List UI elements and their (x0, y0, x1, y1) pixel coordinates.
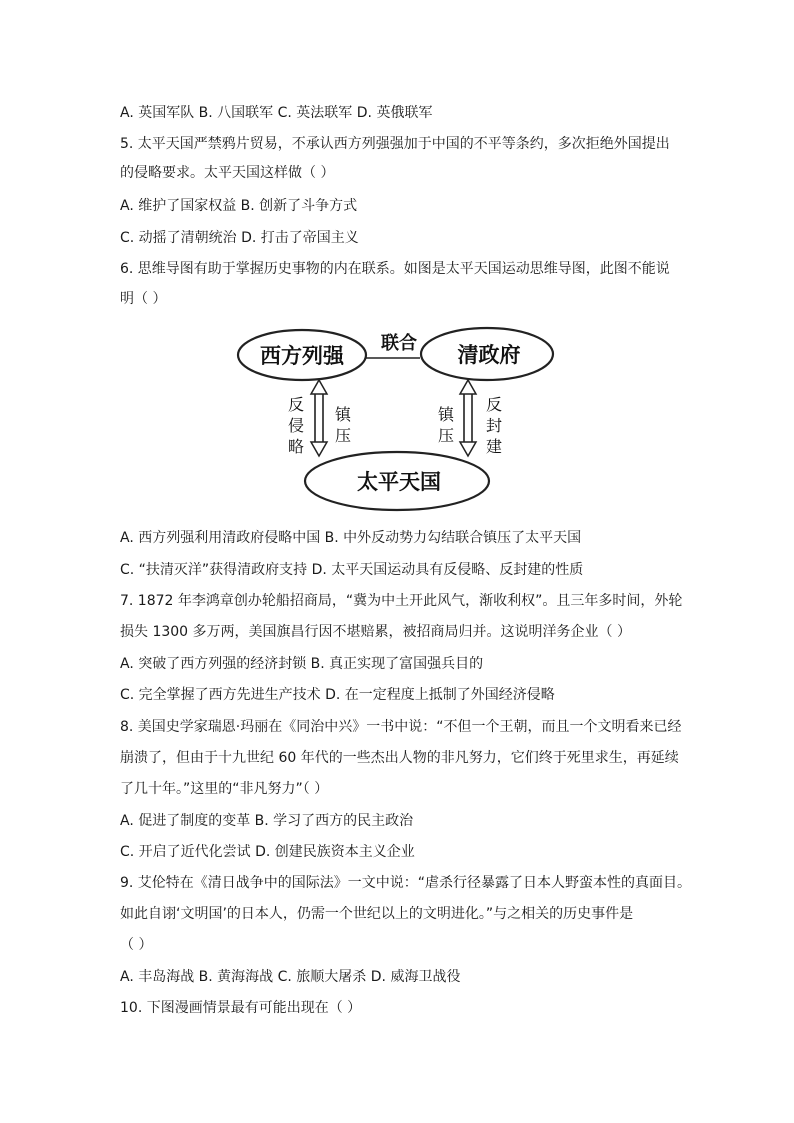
link-top-label: 联合 (381, 333, 417, 354)
taiping-mind-map (232, 318, 562, 514)
node-qing-label: 清政府 (457, 343, 521, 367)
q8-stem-line2: 崩溃了，但由于十九世纪 60 年代的一些杰出人物的非凡努力，它们终于死里求生，再延续 (120, 750, 679, 766)
left-inner-char-2: 压 (334, 426, 352, 445)
right-outer-char-1: 反 (485, 395, 503, 414)
q9-stem-line2: 如此自诩‘文明国’的日本人，仍需一个世纪以上的文明进化。”与之相关的历史事件是 (120, 906, 634, 922)
q5-stem-line2: 的侵略要求。太平天国这样做（ ） (120, 165, 335, 181)
q9-stem-line1: 9. 艾伦特在《清日战争中的国际法》一文中说：“虐杀行径暴露了日本人野蛮本性的真面目。 (120, 875, 692, 891)
right-double-arrow (460, 380, 476, 456)
left-inner-char-1: 镇 (334, 405, 352, 424)
q8-stem-line3: 了几十年。”这里的“非凡努力”（ ） (120, 781, 329, 797)
q9-options: A. 丰岛海战 B. 黄海海战 C. 旅顺大屠杀 D. 威海卫战役 (120, 969, 461, 985)
right-inner-char-2: 压 (437, 426, 455, 445)
q7-options-cd: C. 完全掌握了西方先进生产技术 D. 在一定程度上抵制了外国经济侵略 (120, 687, 555, 703)
q10-stem: 10. 下图漫画情景最有可能出现在（ ） (120, 1000, 362, 1016)
q7-stem-line2: 损失 1300 多万两，美国旗昌行因不堪赔累，被招商局归并。这说明洋务企业（ ） (120, 624, 631, 640)
q6-options-ab: A. 西方列强利用清政府侵略中国 B. 中外反动势力勾结联合镇压了太平天国 (120, 530, 582, 546)
q7-stem-line1: 7. 1872 年李鸿章创办轮船招商局，“冀为中土开此风气，渐收利权”。且三年多时间，外轮 (120, 593, 683, 609)
right-inner-char-1: 镇 (437, 405, 455, 424)
q5-options-cd: C. 动摇了清朝统治 D. 打击了帝国主义 (120, 230, 359, 246)
q8-options-ab: A. 促进了制度的变革 B. 学习了西方的民主政治 (120, 813, 414, 829)
node-taiping-label: 太平天国 (357, 470, 441, 494)
left-outer-char-3: 略 (287, 437, 305, 456)
q7-options-ab: A. 突破了西方列强的经济封锁 B. 真正实现了富国强兵目的 (120, 656, 484, 672)
q6-stem-line1: 6. 思维导图有助于掌握历史事物的内在联系。如图是太平天国运动思维导图，此图不能说 (120, 261, 670, 277)
q5-stem-line1: 5. 太平天国严禁鸦片贸易，不承认西方列强强加于中国的不平等条约，多次拒绝外国提出 (120, 136, 670, 152)
q4-options: A. 英国军队 B. 八国联军 C. 英法联军 D. 英俄联军 (120, 105, 433, 121)
left-outer-char-1: 反 (287, 395, 305, 414)
q5-options-ab: A. 维护了国家权益 B. 创新了斗争方式 (120, 198, 358, 214)
q6-stem-line2: 明（ ） (120, 291, 167, 307)
right-outer-char-2: 封 (485, 416, 503, 435)
q9-stem-line3: （ ） (120, 937, 153, 953)
left-double-arrow (311, 380, 327, 456)
q8-options-cd: C. 开启了近代化尝试 D. 创建民族资本主义企业 (120, 844, 415, 860)
q6-options-cd: C. “扶清灭洋”获得清政府支持 D. 太平天国运动具有反侵略、反封建的性质 (120, 562, 584, 578)
node-west-label: 西方列强 (260, 344, 344, 368)
left-outer-char-2: 侵 (287, 416, 305, 435)
q8-stem-line1: 8. 美国史学家瑞恩·玛丽在《同治中兴》一书中说：“不但一个王朝，而且一个文明看来已经 (120, 719, 682, 735)
right-outer-char-3: 建 (485, 437, 503, 456)
